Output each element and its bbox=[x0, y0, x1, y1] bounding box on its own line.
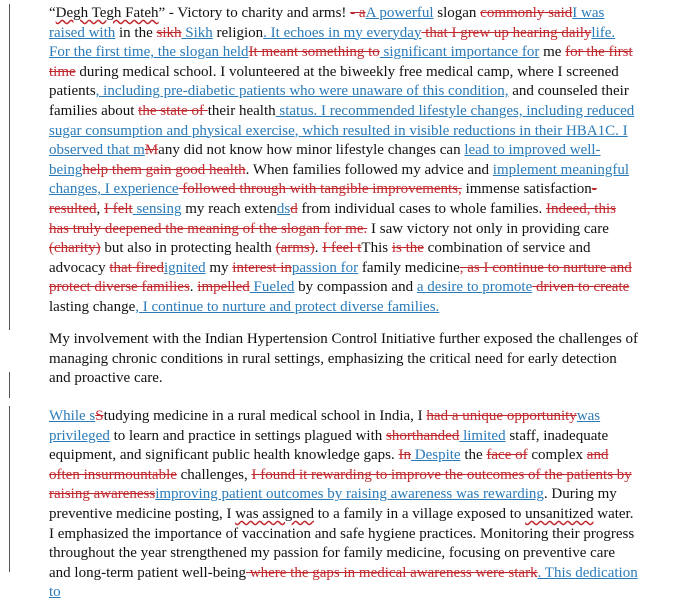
deleted-text: Indeed, this has truly deepened the meaning of the slogan for me. bbox=[49, 200, 616, 237]
text-run: any did not know how minor lifestyle changes can bbox=[158, 142, 465, 159]
text-run: . bbox=[189, 279, 198, 296]
deleted-text: had a unique opportunity bbox=[426, 408, 577, 424]
deleted-text: I found it rewarding to improve the outcomes of the patients by raising awareness bbox=[49, 466, 632, 503]
paragraph-slogan[interactable] bbox=[49, 4, 639, 318]
text-run: during medical school. I volunteered at the biweekly free medical camp, where I screened patients bbox=[49, 63, 619, 100]
text-run: “ bbox=[49, 5, 56, 21]
deleted-text: , as I continue to nurture and protect diverse families bbox=[49, 259, 632, 296]
text-run: but also in protecting health bbox=[100, 240, 276, 257]
paragraph-hypertension[interactable] bbox=[49, 330, 639, 389]
deleted-text: In bbox=[398, 447, 411, 464]
misspelled-text: Degh Tegh Fateh bbox=[55, 5, 159, 21]
text-run: my reach exten bbox=[181, 200, 277, 217]
text-run: tudying medicine in a rural medical school in India, I bbox=[103, 408, 427, 424]
text-run: My involvement with the Indian Hypertension Control Initiative further exposed the challenges of managing chronic conditions in rural settings, emphasizing the critical need for early detection and proactive care. bbox=[49, 331, 639, 387]
misspelled-text: unsanitized bbox=[525, 505, 594, 522]
inserted-text: a desire to promote bbox=[416, 279, 533, 296]
misspelled-text: was assigned bbox=[235, 505, 314, 522]
text-run: in the bbox=[115, 24, 157, 41]
deleted-text: impelled bbox=[197, 279, 250, 296]
deleted-text: - a bbox=[350, 5, 366, 21]
inserted-text: implement meaningful changes, I experience bbox=[49, 161, 629, 198]
deleted-text: (arms) bbox=[275, 240, 315, 257]
text-run: the bbox=[460, 447, 487, 464]
text-run: to a family in a village exposed to bbox=[313, 505, 526, 522]
inserted-text: Fueled bbox=[249, 279, 295, 296]
inserted-text: status. I recommended lifestyle changes, including reduced sugar consumption and physical exercise, which resulted in visible reductions in their HBA1C. I observed that m bbox=[49, 102, 635, 159]
deleted-text: and often insurmountable bbox=[49, 447, 609, 483]
deleted-text: where the gaps in medical awareness were stark bbox=[246, 564, 538, 581]
inserted-text: , including pre-diabetic patients who were unaware of this condition, bbox=[95, 83, 509, 100]
text-run: by compassion and bbox=[294, 279, 417, 296]
text-run: slogan bbox=[433, 5, 481, 21]
inserted-text: . It echoes in my everyday bbox=[263, 24, 422, 41]
paragraph-rural-school[interactable] bbox=[49, 407, 639, 603]
deleted-text: is the bbox=[391, 240, 424, 257]
inserted-text: Despite bbox=[411, 447, 461, 464]
deleted-text: -resulted bbox=[49, 181, 597, 217]
text-run: their health bbox=[207, 102, 276, 119]
deleted-text: help them gain good health bbox=[82, 161, 246, 178]
text-run: combination of service and advocacy bbox=[49, 240, 591, 276]
deleted-text: face of bbox=[486, 447, 528, 464]
text-run: challenges, bbox=[176, 466, 252, 483]
deleted-text: for the first time bbox=[49, 44, 633, 80]
text-run: family medicine bbox=[358, 259, 460, 276]
deleted-text: that fired bbox=[109, 259, 164, 276]
text-run: water. I emphasized the importance of vaccination and safe hygiene practices. Monitoring their progress throughout the year strengthened my passion for family medicine, focusing on preventive care and long-term patient well-being bbox=[49, 505, 635, 581]
text-run: I saw victory not only in providing care bbox=[367, 220, 609, 237]
text-run: staff, inadequate equipment, and significant public health knowledge gaps. bbox=[49, 427, 609, 464]
change-bar bbox=[9, 406, 10, 572]
deleted-text: It meant something to bbox=[248, 44, 380, 61]
inserted-text: life. For the first time, the slogan held bbox=[49, 24, 616, 61]
inserted-text: . This dedication to bbox=[49, 564, 638, 601]
text-run: ” - Victory to charity and arms! bbox=[158, 5, 351, 21]
inserted-text: While s bbox=[49, 408, 96, 424]
deleted-text: I felt bbox=[103, 200, 133, 217]
deleted-text: followed through with tangible improvements, bbox=[178, 181, 462, 198]
deleted-text: shorthanded bbox=[386, 427, 460, 444]
text-run: complex bbox=[527, 447, 587, 464]
text-run: , bbox=[96, 200, 104, 217]
deleted-text: M bbox=[144, 142, 159, 159]
deleted-text: I feel t bbox=[322, 240, 362, 257]
inserted-text: passion for bbox=[291, 259, 359, 276]
deleted-text: sikh bbox=[156, 24, 182, 41]
text-run: This bbox=[361, 240, 392, 257]
deleted-text: S bbox=[95, 408, 104, 424]
text-run: my bbox=[205, 259, 233, 276]
inserted-text: I was raised with bbox=[49, 5, 605, 41]
text-run: from individual cases to whole families. bbox=[297, 200, 546, 217]
deleted-text: that I grew up hearing daily bbox=[421, 24, 592, 41]
inserted-text: A powerful bbox=[365, 5, 434, 21]
inserted-text: improving patient outcomes by raising awareness was rewarding bbox=[155, 486, 544, 503]
text-run: immense satisfaction bbox=[461, 181, 592, 198]
text-run: me bbox=[539, 44, 566, 61]
inserted-text: ds bbox=[276, 200, 291, 217]
text-run: to learn and practice in settings plagued with bbox=[109, 427, 386, 444]
text-run: . During my preventive medicine posting, I bbox=[49, 486, 617, 522]
deleted-text: (charity) bbox=[49, 240, 101, 257]
deleted-text: interest in bbox=[232, 259, 292, 276]
text-run: . When families followed my advice and bbox=[245, 161, 493, 178]
change-bar bbox=[9, 4, 10, 330]
text-run: and counseled their families about bbox=[49, 83, 629, 119]
deleted-text: driven to create bbox=[532, 279, 630, 296]
change-bar bbox=[9, 372, 10, 398]
inserted-text: significant importance for bbox=[379, 44, 540, 61]
inserted-text: , I continue to nurture and protect diverse families. bbox=[135, 298, 440, 315]
inserted-text: sensing bbox=[132, 200, 182, 217]
deleted-text: commonly said bbox=[480, 5, 573, 21]
inserted-text: Sikh bbox=[181, 24, 213, 41]
text-run: religion bbox=[212, 24, 264, 41]
inserted-text: ignited bbox=[163, 259, 206, 276]
text-run: . bbox=[314, 240, 323, 257]
inserted-text: limited bbox=[459, 427, 506, 444]
text-run: lasting change bbox=[49, 298, 136, 315]
deleted-text: the state of bbox=[138, 102, 208, 119]
deleted-text: d bbox=[290, 200, 298, 217]
inserted-text: lead to improved well-being bbox=[49, 142, 601, 178]
inserted-text: was privileged bbox=[49, 408, 601, 444]
